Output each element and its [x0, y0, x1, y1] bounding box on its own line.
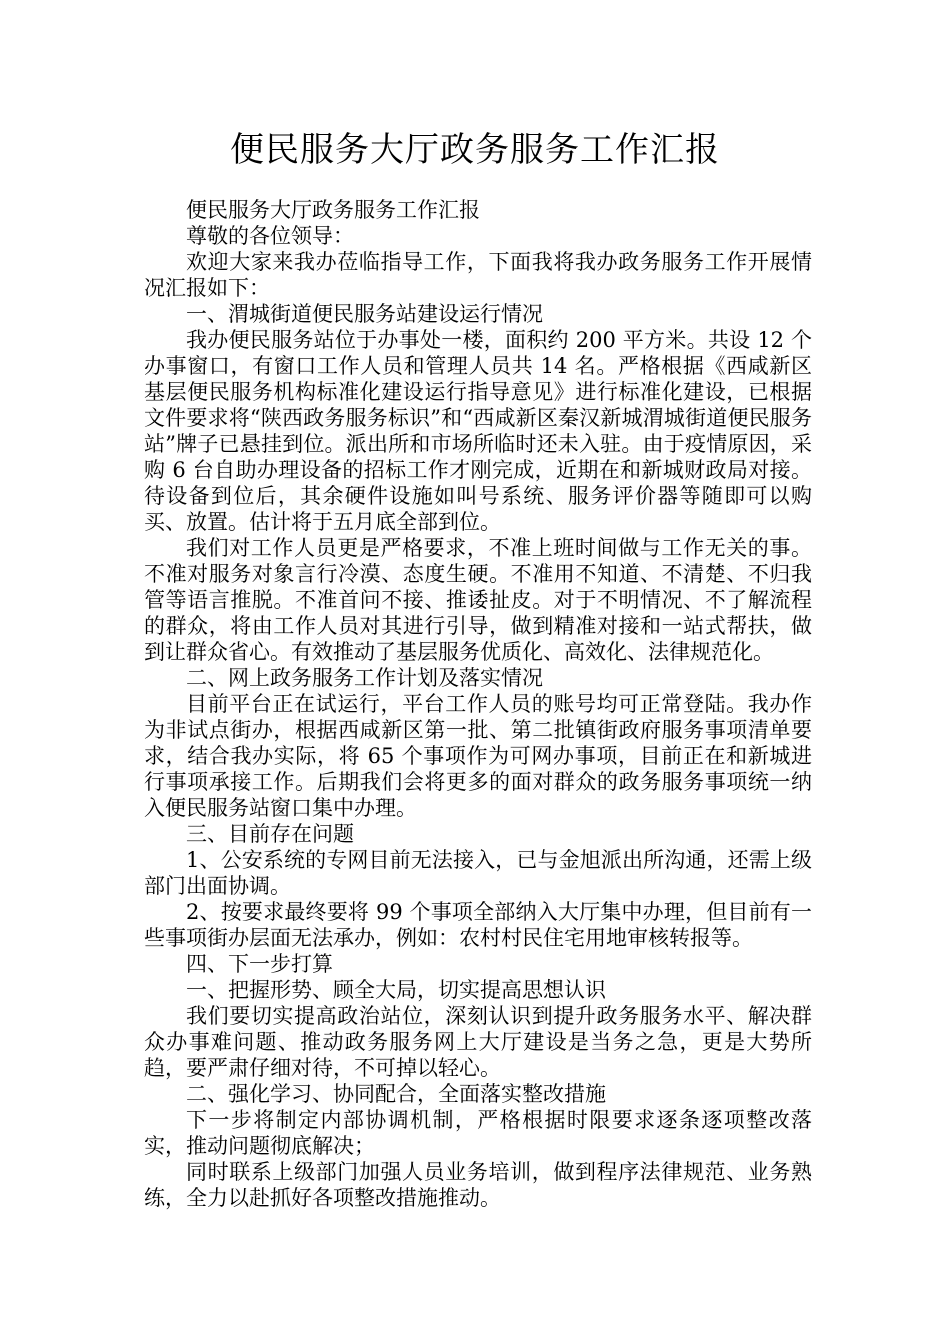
section-heading: 二、网上政务服务工作计划及落实情况	[186, 666, 543, 690]
body-paragraph: 2、按要求最终要将 99 个事项全部纳入大厅集中办理，但目前有一些事项街办层面无法承办，例如：农村村民住宅用地审核转报等。	[144, 900, 812, 950]
section-heading: 四、下一步打算	[186, 952, 333, 976]
section-heading: 三、目前存在问题	[186, 822, 354, 846]
subsection-heading: 二、强化学习、协同配合，全面落实整改措施	[186, 1082, 606, 1106]
body-paragraph: 同时联系上级部门加强人员业务培训，做到程序法律规范、业务熟练，全力以赴抓好各项整改措施推动。	[144, 1160, 812, 1210]
body-paragraph: 下一步将制定内部协调机制，严格根据时限要求逐条逐项整改落实，推动问题彻底解决；	[144, 1108, 812, 1158]
body-paragraph: 我办便民服务站位于办事处一楼，面积约 200 平方米。共设 12 个办事窗口，有窗口工作人员和管理人员共 14 名。严格根据《西咸新区基层便民服务机构标准化建设运行指导意见》进行标准化建设，已根据文件要求将“陕西政务服务标识”和“西咸新区秦汉新城渭城街道便民服务站”牌子已悬挂到位。派出所和市场所临时还未入驻。由于疫情原因，采购 6 台自助办理设备的招标工作才刚完成，近期在和新城财政局对接。待设备到位后，其余硬件设施如叫号系统、服务评价器等随即可以购买、放置。估计将于五月底全部到位。	[144, 328, 812, 534]
document-body	[144, 197, 812, 1211]
section-heading: 一、渭城街道便民服务站建设运行情况	[186, 302, 543, 326]
body-paragraph: 尊敬的各位领导：	[186, 224, 354, 248]
body-paragraph: 我们对工作人员更是严格要求，不准上班时间做与工作无关的事。不准对服务对象言行冷漠、态度生硬。不准用不知道、不清楚、不归我管等语言推脱。不准首问不接、推诿扯皮。对于不明情况、不了解流程的群众，将由工作人员对其进行引导，做到精准对接和一站式帮扶，做到让群众省心。有效推动了基层服务优质化、高效化、法律规范化。	[144, 536, 812, 664]
subsection-heading: 一、把握形势、顾全大局，切实提高思想认识	[186, 978, 606, 1002]
body-paragraph: 1、公安系统的专网目前无法接入，已与金旭派出所沟通，还需上级部门出面协调。	[144, 848, 812, 898]
body-paragraph: 我们要切实提高政治站位，深刻认识到提升政务服务水平、解决群众办事难问题、推动政务服务网上大厅建设是当务之急，更是大势所趋，要严肃仔细对待，不可掉以轻心。	[144, 1004, 812, 1080]
body-paragraph: 欢迎大家来我办莅临指导工作，下面我将我办政务服务工作开展情况汇报如下：	[144, 250, 812, 300]
body-paragraph: 便民服务大厅政务服务工作汇报	[186, 198, 480, 222]
body-paragraph: 目前平台正在试运行，平台工作人员的账号均可正常登陆。我办作为非试点街办，根据西咸新区第一批、第二批镇街政府服务事项清单要求，结合我办实际，将 65 个事项作为可网办事项，目前正在和新城进行事项承接工作。后期我们会将更多的面对群众的政务服务事项统一纳入便民服务站窗口集中办理。	[144, 692, 812, 820]
document-title: 便民服务大厅政务服务工作汇报	[230, 130, 720, 170]
